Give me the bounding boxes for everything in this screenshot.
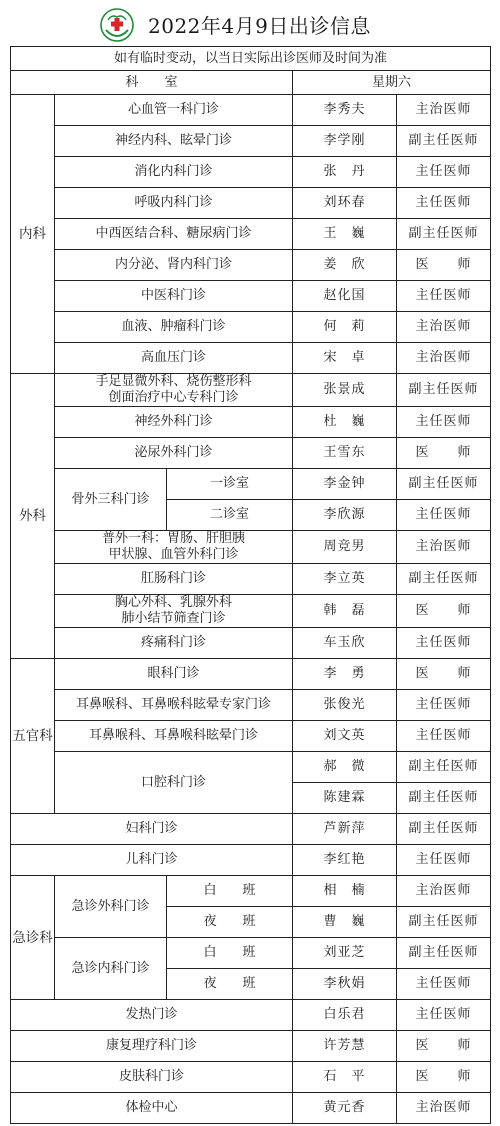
dept-name: 急诊外科门诊 [55, 876, 167, 938]
doctor-title: 主任医师 [397, 845, 491, 876]
doctor-name: 石 平 [293, 1062, 397, 1093]
dept-name: 神经外科门诊 [55, 407, 293, 438]
table-row [11, 1062, 491, 1093]
table-row [11, 595, 491, 628]
doctor-name: 张景成 [293, 374, 397, 407]
doctor-title: 主任医师 [397, 690, 491, 721]
dept-name: 疼痛科门诊 [55, 628, 293, 659]
doctor-name: 郝 微 [293, 752, 397, 783]
doctor-name: 曹 巍 [293, 907, 397, 938]
doctor-name: 何 莉 [293, 312, 397, 343]
table-row [11, 438, 491, 469]
shift-name: 白 班 [167, 938, 293, 969]
dept-name: 中西医结合科、糖尿病门诊 [55, 219, 293, 250]
doctor-name: 李学刚 [293, 126, 397, 157]
doctor-title: 副主任医师 [397, 752, 491, 783]
dept-name: 心血管一科门诊 [55, 95, 293, 126]
dept-name [55, 374, 293, 407]
table-row [11, 721, 491, 752]
doctor-title: 医 师 [397, 1062, 491, 1093]
dept-name: 消化内科门诊 [55, 157, 293, 188]
dept-name: 发热门诊 [11, 1000, 293, 1031]
doctor-name: 芦新萍 [293, 814, 397, 845]
dept-name: 耳鼻喉科、耳鼻喉科眩晕专家门诊 [55, 690, 293, 721]
doctor-name: 杜 巍 [293, 407, 397, 438]
doctor-title: 医 师 [397, 250, 491, 281]
doctor-title: 主任医师 [397, 721, 491, 752]
doctor-name: 陈建霖 [293, 783, 397, 814]
header-row [11, 71, 491, 95]
doctor-name: 黄元香 [293, 1093, 397, 1124]
doctor-name: 车玉欣 [293, 628, 397, 659]
dept-name: 体检中心 [11, 1093, 293, 1124]
room-name: 二诊室 [167, 500, 293, 531]
dept-name: 康复理疗科门诊 [11, 1031, 293, 1062]
doctor-title: 副主任医师 [397, 564, 491, 595]
dept-name: 高血压门诊 [55, 343, 293, 374]
doctor-name: 王雪东 [293, 438, 397, 469]
doctor-title: 主治医师 [397, 1093, 491, 1124]
doctor-title: 医 师 [397, 659, 491, 690]
notice-text: 如有临时变动，以当日实际出诊医师及时间为准 [11, 47, 491, 71]
dept-name-line: 手足显微外科、烧伤整形科 [95, 374, 252, 389]
schedule-table [10, 46, 491, 1124]
header [0, 0, 500, 46]
dept-name: 口腔科门诊 [55, 752, 293, 814]
doctor-title: 医 师 [397, 595, 491, 628]
dept-name: 呼吸内科门诊 [55, 188, 293, 219]
table-row [11, 95, 491, 126]
table-row [11, 1000, 491, 1031]
table-row [11, 157, 491, 188]
doctor-name: 周竞男 [293, 531, 397, 564]
section-name: 外科 [11, 374, 55, 659]
doctor-title: 主治医师 [397, 343, 491, 374]
dept-name: 骨外三科门诊 [55, 469, 167, 531]
doctor-name: 李秀夫 [293, 95, 397, 126]
doctor-name: 张俊光 [293, 690, 397, 721]
table-row [11, 531, 491, 564]
doctor-name: 韩 磊 [293, 595, 397, 628]
dept-name-line: 胸心外科、乳腺外科 [114, 595, 232, 610]
table-row [11, 312, 491, 343]
dept-name: 神经内科、眩晕门诊 [55, 126, 293, 157]
doctor-title: 副主任医师 [397, 907, 491, 938]
dept-name: 泌尿外科门诊 [55, 438, 293, 469]
doctor-name: 李 勇 [293, 659, 397, 690]
dept-name: 妇科门诊 [11, 814, 293, 845]
doctor-name: 李金钟 [293, 469, 397, 500]
doctor-title: 主任医师 [397, 1000, 491, 1031]
doctor-name: 王 巍 [293, 219, 397, 250]
hospital-logo-icon [100, 8, 134, 42]
doctor-name: 白乐君 [293, 1000, 397, 1031]
table-row [11, 690, 491, 721]
dept-name-line: 甲状腺、血管外科门诊 [108, 547, 239, 562]
table-row [11, 407, 491, 438]
doctor-title: 副主任医师 [397, 374, 491, 407]
doctor-title: 主任医师 [397, 628, 491, 659]
doctor-name: 刘环春 [293, 188, 397, 219]
doctor-title: 副主任医师 [397, 219, 491, 250]
doctor-title: 主任医师 [397, 281, 491, 312]
table-row [11, 1031, 491, 1062]
table-row [11, 659, 491, 690]
doctor-name: 相 楠 [293, 876, 397, 907]
dept-name: 急诊内科门诊 [55, 938, 167, 1000]
table-row [11, 250, 491, 281]
doctor-name: 刘亚芝 [293, 938, 397, 969]
section-name: 五官科 [11, 659, 55, 814]
dept-name: 血液、肿瘤科门诊 [55, 312, 293, 343]
dept-name [55, 595, 293, 628]
table-row [11, 938, 491, 969]
doctor-title: 主治医师 [397, 312, 491, 343]
section-name: 急诊科 [11, 876, 55, 1000]
table-row [11, 126, 491, 157]
doctor-name: 刘文英 [293, 721, 397, 752]
doctor-title: 主任医师 [397, 157, 491, 188]
table-row [11, 343, 491, 374]
dept-name: 耳鼻喉科、耳鼻喉科眩晕门诊 [55, 721, 293, 752]
shift-name: 夜 班 [167, 969, 293, 1000]
doctor-title: 副主任医师 [397, 126, 491, 157]
doctor-name: 李立英 [293, 564, 397, 595]
doctor-name: 李欣源 [293, 500, 397, 531]
doctor-name: 赵化国 [293, 281, 397, 312]
table-row [11, 1093, 491, 1124]
dept-name: 中医科门诊 [55, 281, 293, 312]
table-row [11, 374, 491, 407]
doctor-title: 医 师 [397, 1031, 491, 1062]
table-row [11, 876, 491, 907]
table-row [11, 564, 491, 595]
shift-name: 夜 班 [167, 907, 293, 938]
table-row [11, 188, 491, 219]
table-row [11, 219, 491, 250]
doctor-title: 主任医师 [397, 188, 491, 219]
shift-name: 白 班 [167, 876, 293, 907]
doctor-title: 主任医师 [397, 407, 491, 438]
page-title: 2022年4月9日出诊信息 [148, 14, 371, 38]
dept-name: 皮肤科门诊 [11, 1062, 293, 1093]
dept-name: 内分泌、肾内科门诊 [55, 250, 293, 281]
doctor-title: 主任医师 [397, 969, 491, 1000]
dept-name-line: 普外一科：胃肠、肝胆胰 [101, 531, 245, 546]
doctor-name: 李秋娟 [293, 969, 397, 1000]
room-name: 一诊室 [167, 469, 293, 500]
table-row [11, 469, 491, 500]
dept-name: 肛肠科门诊 [55, 564, 293, 595]
header-day: 星期六 [293, 71, 491, 95]
doctor-title: 副主任医师 [397, 938, 491, 969]
table-row [11, 814, 491, 845]
doctor-title: 主治医师 [397, 876, 491, 907]
doctor-name: 许芳慧 [293, 1031, 397, 1062]
doctor-title: 主治医师 [397, 531, 491, 564]
doctor-name: 宋 卓 [293, 343, 397, 374]
doctor-title: 副主任医师 [397, 783, 491, 814]
dept-name-line: 肺小结节筛查门诊 [121, 611, 226, 626]
doctor-title: 副主任医师 [397, 469, 491, 500]
table-row [11, 752, 491, 783]
dept-name [55, 531, 293, 564]
section-name: 内科 [11, 95, 55, 374]
doctor-title: 副主任医师 [397, 814, 491, 845]
doctor-title: 主治医师 [397, 95, 491, 126]
dept-name-line: 创面治疗中心专科门诊 [108, 390, 239, 405]
doctor-name: 李红艳 [293, 845, 397, 876]
table-row [11, 628, 491, 659]
header-department: 科 室 [11, 71, 293, 95]
table-row [11, 281, 491, 312]
doctor-name: 姜 欣 [293, 250, 397, 281]
dept-name: 眼科门诊 [55, 659, 293, 690]
doctor-name: 张 丹 [293, 157, 397, 188]
table-row [11, 845, 491, 876]
notice-row [11, 47, 491, 71]
doctor-title: 主任医师 [397, 500, 491, 531]
doctor-title: 医 师 [397, 438, 491, 469]
dept-name: 儿科门诊 [11, 845, 293, 876]
